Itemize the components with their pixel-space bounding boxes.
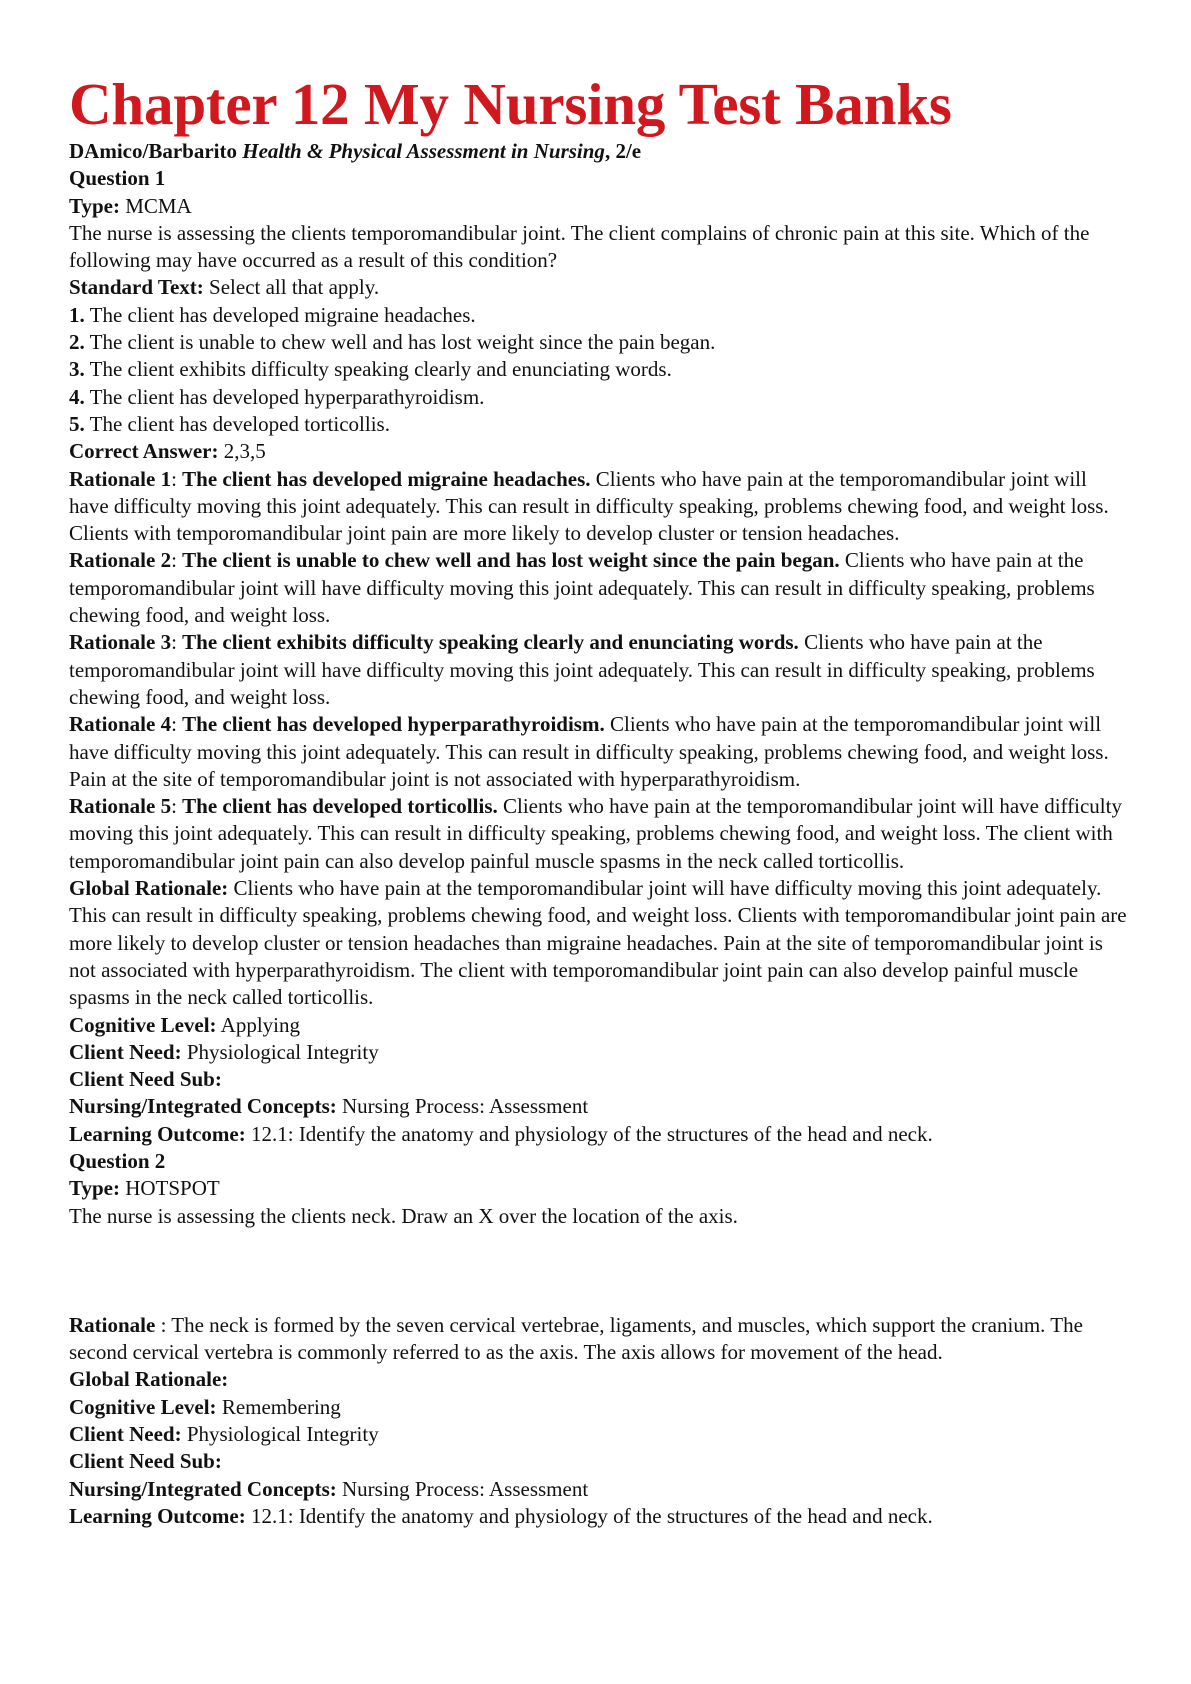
question-2-cognitive-level: Cognitive Level: Remembering [69, 1394, 341, 1419]
nursing-concepts: Nursing/Integrated Concepts: Nursing Process: Assessment [69, 1094, 589, 1119]
question-1-standard-text: Standard Text: Select all that apply. [69, 275, 380, 300]
learning-outcome: Learning Outcome: 12.1: Identify the anatomy and physiology of the structures of the head and neck. [69, 1121, 933, 1146]
book-edition: , 2/e [604, 139, 642, 163]
client-need-sub: Client Need Sub: [69, 1067, 222, 1092]
hotspot-blank-area [69, 1230, 1129, 1312]
question-2-client-need: Client Need: Physiological Integrity [69, 1422, 379, 1447]
question-2-rationale: Rationale : The neck is formed by the seven cervical vertebrae, ligaments, and muscles, which support the cranium. The second cervical vertebra is commonly referred to as the axis. The axis allows for movement of the head. [69, 1312, 1083, 1365]
rationale-1: Rationale 1: The client has developed migraine headaches. Clients who have pain at the temporomandibular joint will have difficulty moving this joint adequately. This can result in difficulty speaking, problems chewing food, and weight loss. Clients with temporomandibular joint pain are more likely to develop cluster or tension headaches. [69, 466, 1109, 546]
global-rationale: Global Rationale: Clients who have pain at the temporomandibular joint will have difficulty moving this joint adequately. This can result in difficulty speaking, problems chewing food, and weight loss. Clients with temporomandibular joint pain are more likely to develop cluster or tension headaches than migraine headaches. Pain at the site of temporomandibular joint is not associated with hyperparathyroidism. The client with temporomandibular joint pain can also develop painful muscle spasms in the neck called torticollis. [69, 876, 1127, 1010]
document-page [69, 72, 1129, 1530]
question-1-heading: Question 1 [69, 166, 166, 191]
option-4: 4. The client has developed hyperparathyroidism. [69, 384, 485, 409]
book-citation [69, 138, 1129, 165]
book-author: DAmico/Barbarito [69, 139, 237, 163]
rationale-2: Rationale 2: The client is unable to chew well and has lost weight since the pain began. Clients who have pain at the temporomandibular joint will have difficulty moving this joint adequately. This can result in difficulty speaking, problems chewing food, and weight loss. [69, 548, 1095, 628]
rationale-3: Rationale 3: The client exhibits difficulty speaking clearly and enunciating words. Clients who have pain at the temporomandibular joint will have difficulty moving this joint adequately. This can result in difficulty speaking, problems chewing food, and weight loss. [69, 630, 1095, 709]
question-2-type: Type: HOTSPOT [69, 1176, 220, 1201]
option-1: 1. The client has developed migraine headaches. [69, 302, 476, 327]
question-2-heading: Question 2 [69, 1148, 166, 1173]
question-1-stem: The nurse is assessing the clients temporomandibular joint. The client complains of chronic pain at this site. Which of the following may have occurred as a result of this condition? [69, 220, 1090, 273]
question-2-learning-outcome: Learning Outcome: 12.1: Identify the anatomy and physiology of the structures of the head and neck. [69, 1503, 933, 1528]
rationale-4: Rationale 4: The client has developed hyperparathyroidism. Clients who have pain at the temporomandibular joint will have difficulty moving this joint adequately. This can result in difficulty speaking, problems chewing food, and weight loss. Pain at the site of temporomandibular joint is not associated with hyperparathyroidism. [69, 712, 1109, 791]
rationale-5: Rationale 5: The client has developed torticollis. Clients who have pain at the temporomandibular joint will have difficulty moving this joint adequately. This can result in difficulty speaking, problems chewing food, and weight loss. The client with temporomandibular joint pain can also develop painful muscle spasms in the neck called torticollis. [69, 794, 1122, 873]
book-title: Health & Physical Assessment in Nursing [242, 139, 605, 163]
option-5: 5. The client has developed torticollis. [69, 411, 390, 436]
correct-answer: Correct Answer: 2,3,5 [69, 439, 266, 464]
question-2-stem: The nurse is assessing the clients neck. Draw an X over the location of the axis. [69, 1203, 738, 1228]
question-2-nursing-concepts: Nursing/Integrated Concepts: Nursing Process: Assessment [69, 1476, 589, 1501]
option-2: 2. The client is unable to chew well and has lost weight since the pain began. [69, 330, 716, 355]
question-2-global-rationale: Global Rationale: [69, 1367, 229, 1392]
option-3: 3. The client exhibits difficulty speaking clearly and enunciating words. [69, 357, 672, 382]
page-title: Chapter 12 My Nursing Test Banks [69, 71, 952, 137]
cognitive-level: Cognitive Level: Applying [69, 1012, 300, 1037]
question-1-type: Type: MCMA [69, 193, 192, 218]
question-2-client-need-sub: Client Need Sub: [69, 1449, 222, 1474]
client-need: Client Need: Physiological Integrity [69, 1039, 379, 1064]
